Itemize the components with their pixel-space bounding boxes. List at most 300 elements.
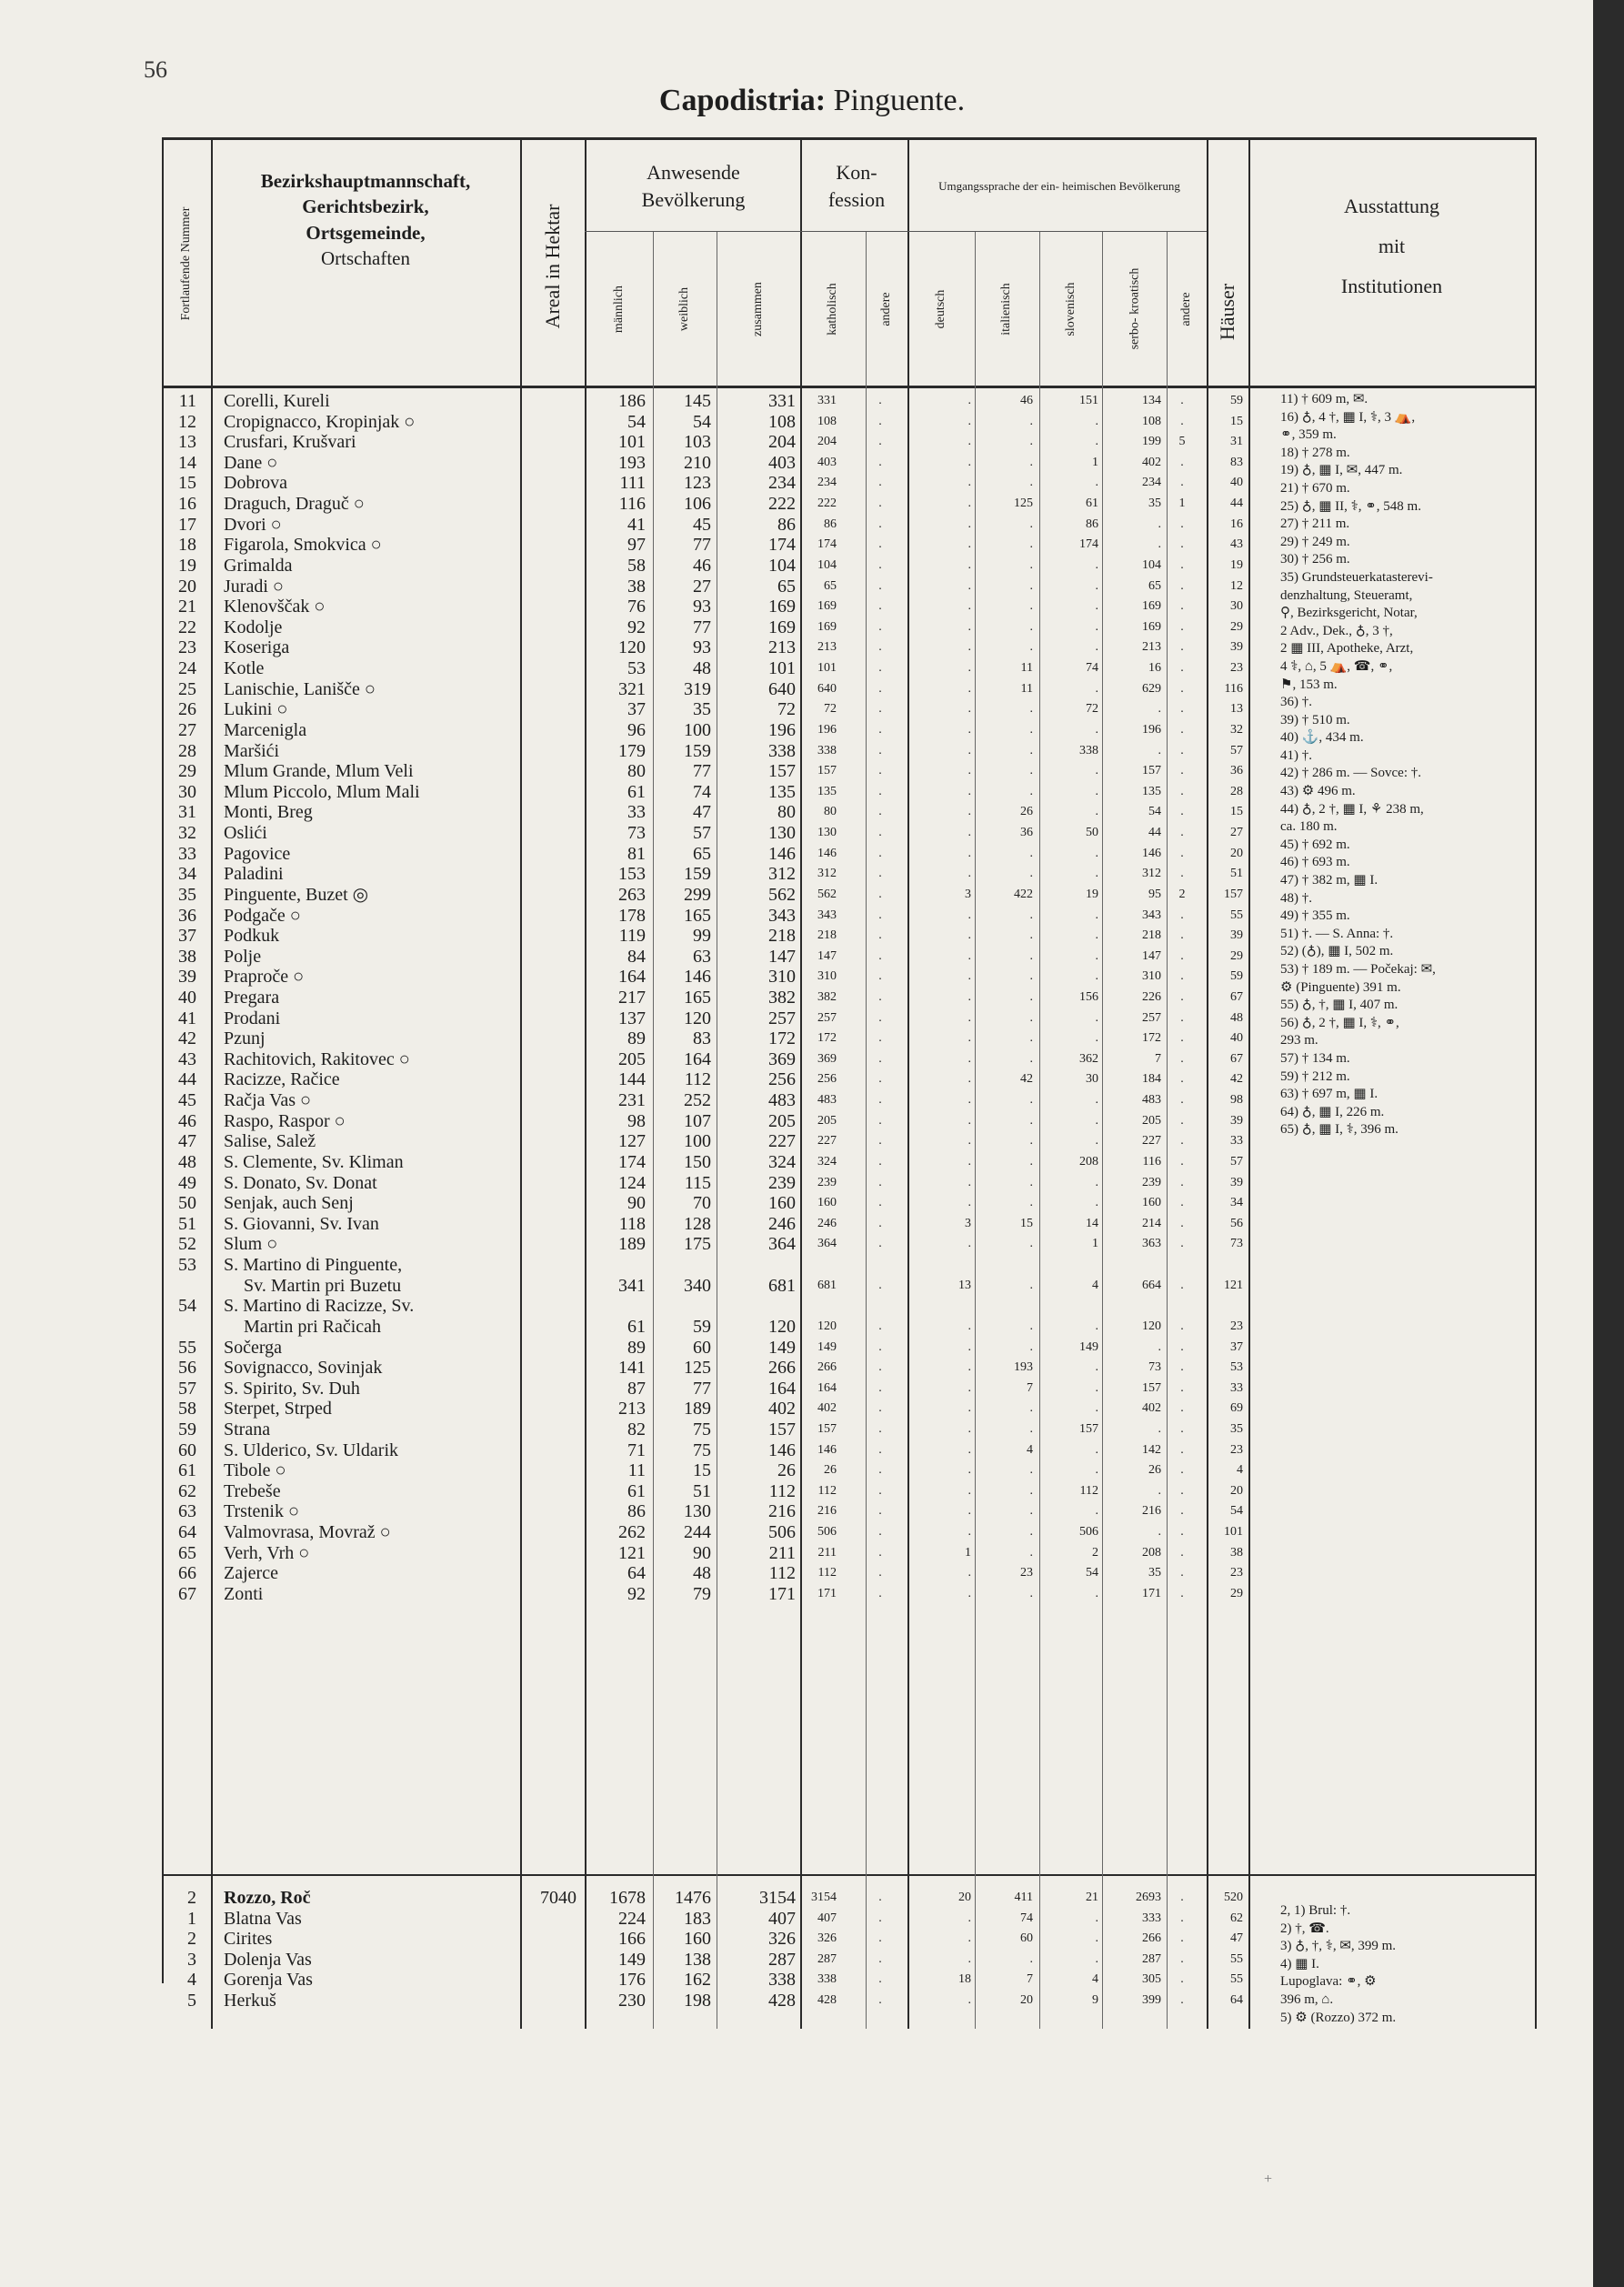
cell-slo: 157 <box>1079 1422 1098 1436</box>
cell-name: Zonti <box>224 1583 264 1604</box>
cell-and2: . <box>1180 1586 1184 1600</box>
cell-and: . <box>878 414 882 428</box>
cell-and: . <box>878 619 882 634</box>
cell-and2: . <box>1180 1911 1184 1925</box>
cell-m: 321 <box>618 678 646 699</box>
cell-ser: 54 <box>1148 805 1161 819</box>
cell-deu: . <box>967 805 971 819</box>
note-line: 41) †. <box>1280 747 1312 763</box>
cell-kath: 343 <box>817 908 837 922</box>
cell-ita: . <box>1029 1196 1033 1210</box>
cell-nr: 34 <box>178 864 196 885</box>
cell-m: 101 <box>618 432 646 453</box>
cell-ser: 169 <box>1142 599 1161 614</box>
cell-name: Figarola, Smokvica ○ <box>224 535 382 556</box>
cell-and: . <box>878 722 882 737</box>
cell-name: S. Martino di Pinguente, <box>224 1255 403 1276</box>
cell-m: 84 <box>627 946 646 967</box>
note-line: 29) † 249 m. <box>1280 534 1350 549</box>
cell-ita: 23 <box>1020 1566 1033 1580</box>
cell-m: 98 <box>627 1110 646 1131</box>
cell-name: S. Donato, Sv. Donat <box>224 1172 377 1193</box>
page-title <box>0 84 1624 118</box>
cell-and: . <box>878 1545 882 1560</box>
cell-kath: 72 <box>824 702 837 717</box>
note-line: ca. 180 m. <box>1280 819 1338 835</box>
cell-nr: 11 <box>178 391 196 411</box>
cell-m: 71 <box>627 1439 646 1460</box>
cell-hau: 23 <box>1230 1319 1243 1333</box>
cell-m: 124 <box>618 1172 646 1193</box>
cell-slo: . <box>1095 1380 1098 1395</box>
header-andere2: andere <box>1179 292 1193 326</box>
cell-kath: 403 <box>817 455 837 469</box>
cell-hau: 38 <box>1230 1545 1243 1560</box>
cell-kath: 211 <box>817 1545 837 1560</box>
note-line: 65) ♁, ▦ I, ⚕, 396 m. <box>1280 1122 1398 1138</box>
cell-and: . <box>878 887 882 901</box>
cell-kath: 146 <box>817 1442 837 1457</box>
note-line: Lupoglava: ⚭, ⚙ <box>1280 1974 1377 1990</box>
cell-and: . <box>878 1422 882 1436</box>
note-line: 2 Adv., Dek., ♁, 3 †, <box>1280 623 1393 638</box>
cell-ita: . <box>1029 640 1033 655</box>
cell-z: 266 <box>768 1358 796 1379</box>
cell-nr: 15 <box>178 473 196 494</box>
cell-m: 92 <box>627 617 646 637</box>
cell-hau: 16 <box>1230 517 1243 531</box>
table-row <box>0 1563 1624 1584</box>
anwesende-subrule <box>585 231 800 232</box>
cell-and2: . <box>1180 1931 1184 1946</box>
cell-deu: . <box>967 394 971 407</box>
cell-and2: . <box>1180 1525 1184 1540</box>
table-row <box>0 1543 1624 1564</box>
cell-slo: 208 <box>1079 1154 1098 1169</box>
cell-name: Sv. Martin pri Buzetu <box>244 1275 402 1296</box>
cell-z: 112 <box>768 1563 796 1584</box>
cell-slo: . <box>1095 476 1098 490</box>
cell-z: 130 <box>768 823 796 844</box>
cell-deu: . <box>967 846 971 860</box>
cell-and: . <box>878 1525 882 1540</box>
cell-kath: 3154 <box>811 1891 837 1904</box>
cell-z: 149 <box>768 1337 796 1358</box>
cell-hau: 32 <box>1230 722 1243 737</box>
cell-ser: 287 <box>1142 1951 1161 1966</box>
cell-z: 135 <box>768 781 796 802</box>
cell-name: Cropignacco, Kropinjak ○ <box>224 411 416 432</box>
cell-ser: 26 <box>1148 1463 1161 1478</box>
cell-m: 53 <box>627 658 646 679</box>
cell-ita: . <box>1029 1134 1033 1149</box>
sprache-subrule <box>907 231 1207 232</box>
cell-hau: 116 <box>1224 681 1243 696</box>
cell-ser: 363 <box>1142 1237 1161 1251</box>
cell-and2: . <box>1180 1360 1184 1375</box>
cell-hau: 83 <box>1230 455 1243 469</box>
cell-deu: . <box>967 784 971 798</box>
title-subdistrict: Pinguente. <box>826 84 966 117</box>
cell-nr: 32 <box>178 823 196 844</box>
cell-w: 130 <box>684 1501 711 1522</box>
cell-name: Sovignacco, Sovinjak <box>224 1358 383 1379</box>
cell-m: 37 <box>627 699 646 720</box>
cell-deu: . <box>967 1401 971 1416</box>
cell-slo: . <box>1095 578 1098 593</box>
cell-w: 93 <box>693 597 711 617</box>
cell-z: 101 <box>768 658 796 679</box>
note-line: 30) † 256 m. <box>1280 552 1350 567</box>
cell-deu: . <box>967 826 971 840</box>
cell-name: Pregara <box>224 987 280 1008</box>
cell-m: 149 <box>618 1949 646 1970</box>
cell-name: Dolenja Vas <box>224 1949 312 1970</box>
cell-name: Podkuk <box>224 926 280 947</box>
cell-and: . <box>878 537 882 552</box>
cell-slo: 506 <box>1079 1525 1098 1540</box>
cell-and2: . <box>1180 1051 1184 1066</box>
cell-ita: . <box>1029 969 1033 984</box>
cell-w: 74 <box>693 781 711 802</box>
cell-ita: . <box>1029 784 1033 798</box>
cell-hau: 20 <box>1230 846 1243 860</box>
cell-hau: 98 <box>1230 1093 1243 1108</box>
cell-and: . <box>878 1483 882 1498</box>
cell-hau: 29 <box>1230 948 1243 963</box>
cell-kath: 104 <box>817 557 837 572</box>
cell-ita: . <box>1029 1051 1033 1066</box>
cell-and2: . <box>1180 1951 1184 1966</box>
cell-w: 51 <box>693 1480 711 1501</box>
cell-m: 33 <box>627 802 646 823</box>
cell-slo: . <box>1095 1010 1098 1025</box>
cell-w: 47 <box>693 802 711 823</box>
cell-hau: 55 <box>1230 1972 1243 1987</box>
cell-ita: . <box>1029 1545 1033 1560</box>
note-line: 44) ♁, 2 †, ▦ I, ⚘ 238 m, <box>1280 801 1424 817</box>
cell-w: 1476 <box>675 1888 711 1908</box>
cell-ita: . <box>1029 619 1033 634</box>
cell-and: . <box>878 1360 882 1375</box>
cell-kath: 256 <box>817 1072 837 1087</box>
cell-ita: . <box>1029 537 1033 552</box>
cell-hau: 20 <box>1230 1483 1243 1498</box>
cell-and2: 1 <box>1178 497 1186 511</box>
cell-nr: 16 <box>178 494 196 515</box>
cell-m: 81 <box>627 843 646 864</box>
cell-nr: 49 <box>178 1172 196 1193</box>
cell-m: 97 <box>627 535 646 556</box>
cell-m: 87 <box>627 1378 646 1399</box>
cell-nr: 29 <box>178 761 196 782</box>
cell-and: . <box>878 1380 882 1395</box>
cell-and: . <box>878 640 882 655</box>
cell-and: . <box>878 948 882 963</box>
cell-z: 562 <box>768 884 796 905</box>
cell-deu: . <box>967 661 971 676</box>
cell-nr: 58 <box>178 1399 196 1419</box>
cell-and: . <box>878 702 882 717</box>
cell-and: . <box>878 1993 882 2008</box>
cell-w: 159 <box>684 864 711 885</box>
cell-kath: 205 <box>817 1113 837 1128</box>
cell-and: . <box>878 1093 882 1108</box>
cell-ita: . <box>1029 1586 1033 1600</box>
cell-and: . <box>878 1010 882 1025</box>
cell-z: 256 <box>768 1069 796 1090</box>
cell-m: 174 <box>618 1151 646 1172</box>
cell-slo: 9 <box>1092 1993 1098 2008</box>
table-row <box>0 1399 1624 1419</box>
cell-and2: . <box>1180 989 1184 1004</box>
cell-ita: . <box>1029 743 1033 757</box>
cell-name: Herkuš <box>224 1991 276 2011</box>
cell-name: Trstenik ○ <box>224 1501 300 1522</box>
cell-and2: . <box>1180 1237 1184 1251</box>
cell-w: 165 <box>684 987 711 1008</box>
cell-deu: . <box>967 1566 971 1580</box>
cell-w: 100 <box>684 719 711 740</box>
cell-z: 80 <box>777 802 796 823</box>
cell-z: 312 <box>768 864 796 885</box>
cell-nr: 35 <box>178 884 196 905</box>
cell-hau: 44 <box>1230 497 1243 511</box>
cell-name: S. Giovanni, Sv. Ivan <box>224 1213 379 1234</box>
cell-and: . <box>878 1972 882 1987</box>
cell-nr: 57 <box>178 1378 196 1399</box>
cell-hau: 39 <box>1230 1113 1243 1128</box>
cell-slo: . <box>1095 1196 1098 1210</box>
cell-and: . <box>878 1031 882 1046</box>
notes-main <box>1280 391 1553 1139</box>
cell-deu: 3 <box>965 1216 971 1230</box>
cell-ser: 65 <box>1148 578 1161 593</box>
header-ausstattung-l2: mit <box>1378 235 1406 257</box>
cell-and2: 2 <box>1178 887 1186 901</box>
cell-slo: . <box>1095 1360 1098 1375</box>
cell-nr: 61 <box>178 1460 196 1481</box>
cell-hau: 23 <box>1230 1566 1243 1580</box>
cell-and: . <box>878 1196 882 1210</box>
cell-slo: . <box>1095 681 1098 696</box>
cell-deu: . <box>967 928 971 943</box>
cell-ser: 160 <box>1142 1196 1161 1210</box>
cell-slo: . <box>1095 1113 1098 1128</box>
cell-name: Praproče ○ <box>224 967 305 988</box>
cell-name: Racizze, Račice <box>224 1069 340 1090</box>
cell-ser: 239 <box>1142 1175 1161 1189</box>
cell-z: 234 <box>768 473 796 494</box>
note-line: ⚑, 153 m. <box>1280 677 1338 692</box>
cell-hau: 33 <box>1230 1134 1243 1149</box>
table-row <box>0 1173 1624 1194</box>
cell-slo: 19 <box>1086 887 1098 901</box>
cell-z: 104 <box>768 555 796 576</box>
cell-z: 331 <box>768 391 796 411</box>
cell-kath: 506 <box>817 1525 837 1540</box>
cell-slo: . <box>1095 784 1098 798</box>
cell-ita: . <box>1029 578 1033 593</box>
cell-ita: . <box>1029 1525 1033 1540</box>
cell-and: . <box>878 681 882 696</box>
cell-ita: 193 <box>1014 1360 1033 1375</box>
header-andere: andere <box>879 292 893 326</box>
cell-slo: . <box>1095 435 1098 449</box>
cell-hau: 39 <box>1230 640 1243 655</box>
cell-hau: 42 <box>1230 1072 1243 1087</box>
cell-m: 153 <box>618 864 646 885</box>
cell-deu: . <box>967 1196 971 1210</box>
cell-and2: . <box>1180 1442 1184 1457</box>
cell-slo: 1 <box>1092 455 1098 469</box>
cell-z: 239 <box>768 1172 796 1193</box>
cell-kath: 147 <box>817 948 837 963</box>
cell-hau: 73 <box>1230 1237 1243 1251</box>
cell-name: Račja Vas ○ <box>224 1090 312 1111</box>
cell-and2: . <box>1180 414 1184 428</box>
cell-w: 45 <box>693 514 711 535</box>
cell-hau: 23 <box>1230 1442 1243 1457</box>
cell-and: . <box>878 1442 882 1457</box>
cell-kath: 101 <box>817 661 837 676</box>
cell-ita: 7 <box>1027 1972 1033 1987</box>
cell-name: S. Martino di Racizze, Sv. <box>224 1296 415 1317</box>
cell-and: . <box>878 826 882 840</box>
cell-w: 198 <box>684 1991 711 2011</box>
header-slovenisch: slovenisch <box>1064 282 1078 336</box>
cell-z: 506 <box>768 1522 796 1543</box>
cell-nr: 53 <box>178 1255 196 1276</box>
cell-ser: 172 <box>1142 1031 1161 1046</box>
note-line: 57) † 134 m. <box>1280 1050 1350 1066</box>
cell-w: 54 <box>693 411 711 432</box>
cell-and2: . <box>1180 702 1184 717</box>
cell-ita: 4 <box>1027 1442 1033 1457</box>
cell-name: Salise, Salež <box>224 1131 316 1152</box>
cell-kath: 213 <box>817 640 837 655</box>
cell-ser: 16 <box>1148 661 1161 676</box>
cell-kath: 218 <box>817 928 837 943</box>
cell-ser: 171 <box>1142 1586 1161 1600</box>
cell-w: 103 <box>684 432 711 453</box>
cell-hau: 31 <box>1230 435 1243 449</box>
note-line: 396 m, ⌂. <box>1280 1991 1334 2007</box>
cell-z: 108 <box>768 411 796 432</box>
cell-ser: 157 <box>1142 1380 1161 1395</box>
cell-slo: . <box>1095 1951 1098 1966</box>
cell-slo: . <box>1095 557 1098 572</box>
cell-kath: 257 <box>817 1010 837 1025</box>
cell-z: 428 <box>768 1991 796 2011</box>
cell-hau: 69 <box>1230 1401 1243 1416</box>
cell-nr: 62 <box>178 1480 196 1501</box>
cell-kath: 312 <box>817 867 837 881</box>
cell-hau: 36 <box>1230 764 1243 778</box>
cell-z: 246 <box>768 1213 796 1234</box>
cell-hau: 67 <box>1230 1051 1243 1066</box>
cell-slo: . <box>1095 948 1098 963</box>
cell-z: 169 <box>768 617 796 637</box>
cell-z: 343 <box>768 905 796 926</box>
cell-kath: 402 <box>817 1401 837 1416</box>
cell-and2: . <box>1180 1154 1184 1169</box>
note-line: 42) † 286 m. — Sovce: †. <box>1280 766 1421 781</box>
cell-kath: 681 <box>817 1278 837 1292</box>
cell-m: 73 <box>627 823 646 844</box>
cell-deu: . <box>967 1051 971 1066</box>
cell-hau: 55 <box>1230 1951 1243 1966</box>
cell-m: 193 <box>618 452 646 473</box>
cell-kath: 135 <box>817 784 837 798</box>
cell-hau: 33 <box>1230 1380 1243 1395</box>
cell-and: . <box>878 1237 882 1251</box>
cell-name: Monti, Breg <box>224 802 313 823</box>
cell-m: 144 <box>618 1069 646 1090</box>
cell-and2: . <box>1180 1319 1184 1333</box>
cell-kath: 130 <box>817 826 837 840</box>
cell-z: 3154 <box>759 1888 796 1908</box>
cell-m: 41 <box>627 514 646 535</box>
cell-and2: . <box>1180 928 1184 943</box>
note-line: 2, 1) Brul: †. <box>1280 1903 1351 1918</box>
cell-slo: . <box>1095 928 1098 943</box>
cell-ser: 35 <box>1148 497 1161 511</box>
cell-slo: . <box>1095 1031 1098 1046</box>
cell-w: 60 <box>693 1337 711 1358</box>
note-line: 2 ▦ III, Apotheke, Arzt, <box>1280 641 1414 657</box>
note-line: 25) ♁, ▦ II, ⚕, ⚭, 548 m. <box>1280 498 1421 514</box>
cell-slo: . <box>1095 1401 1098 1416</box>
header-bezirk <box>213 168 518 271</box>
cell-and2: . <box>1180 599 1184 614</box>
note-line: 46) † 693 m. <box>1280 855 1350 870</box>
cell-and: . <box>878 1072 882 1087</box>
cell-slo: 54 <box>1086 1566 1098 1580</box>
cell-deu: 18 <box>958 1972 971 1987</box>
cell-m: 89 <box>627 1337 646 1358</box>
cell-w: 75 <box>693 1419 711 1439</box>
table-row <box>0 1440 1624 1461</box>
cell-slo: . <box>1095 764 1098 778</box>
cell-z: 338 <box>768 1970 796 1991</box>
cell-z: 157 <box>768 1419 796 1439</box>
cell-deu: . <box>967 1380 971 1395</box>
cell-hau: 53 <box>1230 1360 1243 1375</box>
cell-ita: . <box>1029 1237 1033 1251</box>
stray-mark: + <box>1264 2172 1273 2187</box>
cell-m: 96 <box>627 719 646 740</box>
cell-nr: 48 <box>178 1151 196 1172</box>
note-line: 293 m. <box>1280 1033 1318 1048</box>
cell-w: 57 <box>693 823 711 844</box>
cell-ita: . <box>1029 928 1033 943</box>
cell-z: 164 <box>768 1378 796 1399</box>
cell-ser: 399 <box>1142 1993 1161 2008</box>
cell-and2: . <box>1180 1972 1184 1987</box>
cell-hau: 67 <box>1230 989 1243 1004</box>
cell-name: Zajerce <box>224 1563 278 1584</box>
cell-name: Gorenja Vas <box>224 1970 313 1991</box>
cell-ita: . <box>1029 908 1033 922</box>
cell-hau: 37 <box>1230 1339 1243 1354</box>
cell-ser: 73 <box>1148 1360 1161 1375</box>
cell-slo: . <box>1095 805 1098 819</box>
cell-hau: 47 <box>1230 1931 1243 1946</box>
cell-ser: 196 <box>1142 722 1161 737</box>
cell-deu: . <box>967 1586 971 1600</box>
cell-name: Martin pri Račicah <box>244 1316 382 1337</box>
